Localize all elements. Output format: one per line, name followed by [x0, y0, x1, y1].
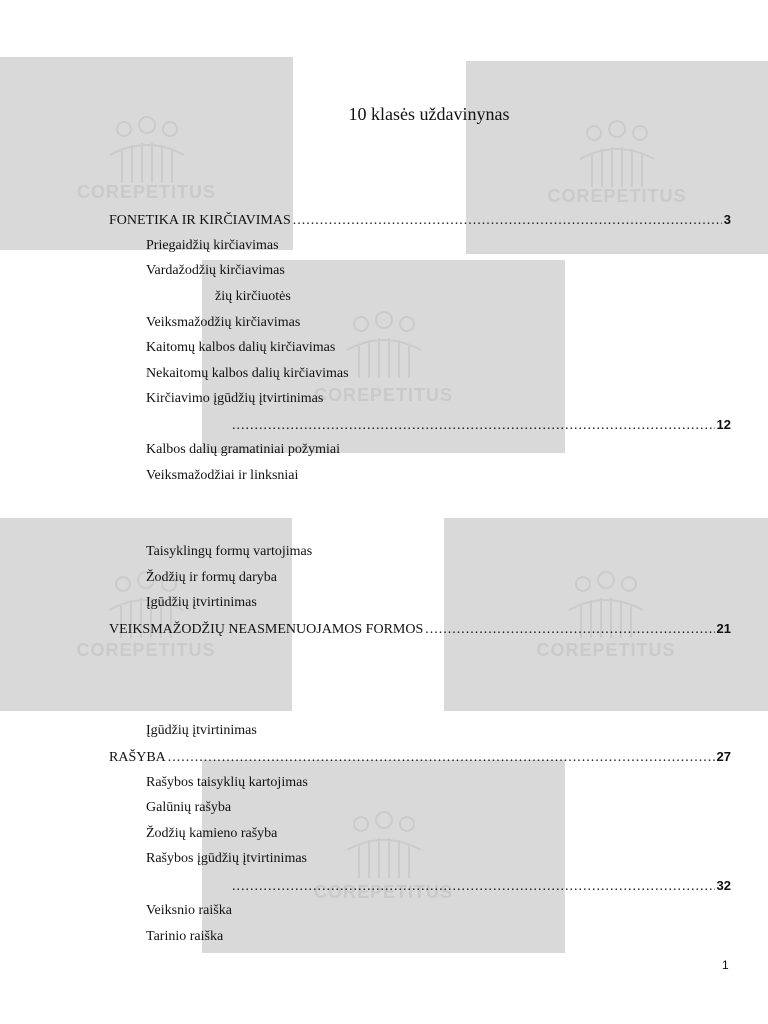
toc-subentry[interactable]: Priegaidžių kirčiavimas [146, 238, 279, 253]
toc-subentry[interactable]: Žodžių ir formų daryba [146, 570, 278, 585]
toc-subentry[interactable]: Taisyklingų formų vartojimas [146, 544, 313, 559]
watermark-text: COREPETITUS [536, 640, 676, 660]
toc-subentry[interactable]: Veiksmažodžių kirčiavimas [146, 315, 301, 330]
toc-leader-dots [168, 749, 715, 767]
toc-entry-label: VEIKSMAŽODŽIŲ NEASMENUOJAMOS FORMOS [109, 622, 424, 637]
toc-subentry[interactable]: Veiksmažodžiai ir linksniai [146, 468, 299, 483]
toc-entry-page: 12 [716, 417, 731, 432]
watermark-text: COREPETITUS [76, 640, 216, 660]
toc-subentry[interactable]: Įgūdžių įtvirtinimas [146, 595, 257, 610]
page-number: 1 [722, 958, 729, 972]
document-title: 10 klasės uždavinynas [348, 104, 510, 124]
toc-entry-label: RAŠYBA [109, 750, 166, 765]
toc-subentry[interactable]: Kaitomų kalbos dalių kirčiavimas [146, 340, 336, 355]
toc-subentry[interactable]: Nekaitomų kalbos dalių kirčiavimas [146, 366, 349, 381]
toc-subentry[interactable]: Galūnių rašyba [146, 800, 232, 815]
toc-subentry[interactable]: Veiksnio raiška [146, 903, 232, 918]
toc-subentry[interactable]: Žodžių kamieno rašyba [146, 826, 278, 841]
toc-subentry[interactable]: Kirčiavimo įgūdžių įtvirtinimas [146, 391, 324, 406]
toc-subentry-partial[interactable]: žių kirčiuotės [215, 289, 291, 304]
toc-entry-page: 27 [716, 749, 731, 764]
toc-entry-fonetika[interactable] [109, 211, 731, 230]
toc-leader-dots [232, 417, 715, 435]
toc-leader-dots [425, 621, 714, 639]
toc-entry-veiksmazodziu[interactable] [109, 620, 731, 639]
toc-subentry[interactable]: Vardažodžių kirčiavimas [146, 263, 285, 278]
toc-subentry[interactable]: Kalbos dalių gramatiniai požymiai [146, 442, 341, 457]
toc-entry-rasyba[interactable] [109, 748, 731, 767]
toc-entry-page-32[interactable] [230, 877, 731, 896]
toc-leader-dots [293, 212, 722, 230]
toc-entry-page: 21 [716, 621, 731, 636]
toc-subentry[interactable]: Įgūdžių įtvirtinimas [146, 723, 257, 738]
toc-entry-page: 32 [716, 878, 731, 893]
toc-subentry[interactable]: Rašybos taisyklių kartojimas [146, 775, 308, 790]
toc-subentry[interactable]: Tarinio raiška [146, 929, 224, 944]
watermark-text: COREPETITUS [313, 882, 453, 902]
watermark-text: COREPETITUS [547, 186, 687, 206]
watermark-text: COREPETITUS [76, 182, 216, 202]
toc-entry-page-12[interactable] [230, 416, 731, 435]
toc-subentry[interactable]: Rašybos įgūdžių įtvirtinimas [146, 851, 307, 866]
toc-entry-page: 3 [723, 212, 731, 227]
toc-entry-label: FONETIKA IR KIRČIAVIMAS [109, 213, 291, 228]
watermark-text: COREPETITUS [313, 385, 453, 405]
toc-leader-dots [232, 878, 715, 896]
